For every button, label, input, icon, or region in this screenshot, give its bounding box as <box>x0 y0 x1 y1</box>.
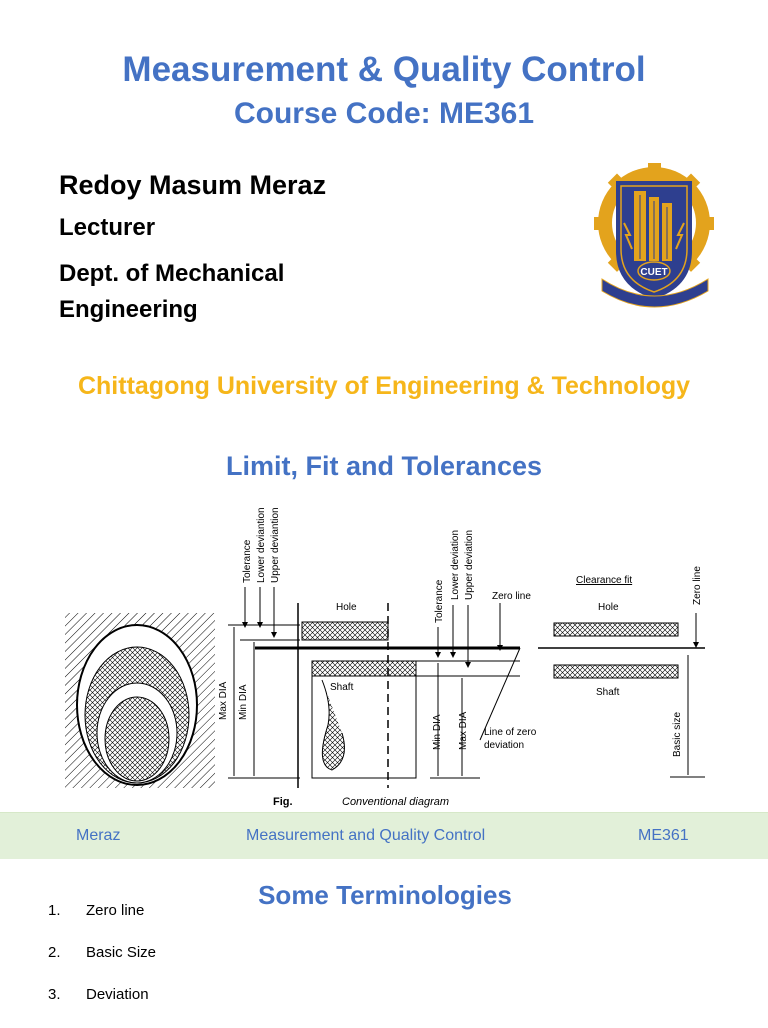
label-shaft: Shaft <box>330 682 354 693</box>
label-zero-deviation-1: Line of zero <box>484 727 537 738</box>
label-min-dia-left: Min DIA <box>238 684 249 720</box>
list-number: 3. <box>48 986 61 1003</box>
list-number: 2. <box>48 944 61 961</box>
limit-fit-diagram <box>60 495 710 810</box>
label-upper-deviation-mid: Upper deviation <box>464 529 475 600</box>
label-max-dia-left: Max DIA <box>218 681 229 720</box>
author-department: Dept. of Mechanical Engineering <box>59 260 285 323</box>
label-lower-deviation-mid: Lower deviation <box>450 529 461 600</box>
footer-code: ME361 <box>638 827 689 844</box>
cuet-logo <box>594 163 716 315</box>
label-tolerance-left: Tolerance <box>242 539 253 583</box>
slide-title: Measurement & Quality Control <box>122 50 646 89</box>
label-hole: Hole <box>336 602 357 613</box>
author-name: Redoy Masum Meraz <box>59 170 327 200</box>
slide-footer <box>0 812 768 859</box>
figure-label: Fig. <box>273 796 293 808</box>
label-right-hole: Hole <box>598 602 619 613</box>
institution-name: Chittagong University of Engineering & Technology <box>77 372 691 400</box>
label-upper-deviation-left: Upper deviantion <box>270 507 281 583</box>
logo-text: CUET <box>640 267 668 278</box>
label-zero-line: Zero line <box>492 591 531 602</box>
cuet-gear-emblem-icon <box>594 163 716 315</box>
label-tolerance-mid: Tolerance <box>434 579 445 623</box>
footer-author: Meraz <box>76 827 121 844</box>
list-text: Basic Size <box>86 944 157 961</box>
label-max-dia-mid: Max DIA <box>458 711 469 750</box>
label-basic-size: Basic size <box>672 711 683 757</box>
list-number: 1. <box>48 902 61 919</box>
terminology-title: Some Terminologies <box>258 880 512 910</box>
list-text: Deviation <box>86 986 149 1003</box>
label-lower-deviation-left: Lower deviantion <box>256 507 267 583</box>
figure-caption: Conventional diagram <box>342 796 450 808</box>
footer-course: Measurement and Quality Control <box>246 827 486 844</box>
label-right-zero-line: Zero line <box>692 566 703 605</box>
list-text: Zero line <box>86 902 145 919</box>
label-zero-deviation-2: deviation <box>484 740 525 751</box>
section-title: Limit, Fit and Tolerances <box>225 451 543 481</box>
course-code: Course Code: ME361 <box>233 97 535 130</box>
label-clearance-fit: Clearance fit <box>576 575 633 586</box>
author-role: Lecturer <box>59 214 156 241</box>
label-right-shaft: Shaft <box>596 687 620 698</box>
label-min-dia-mid: Min DIA <box>432 714 443 750</box>
